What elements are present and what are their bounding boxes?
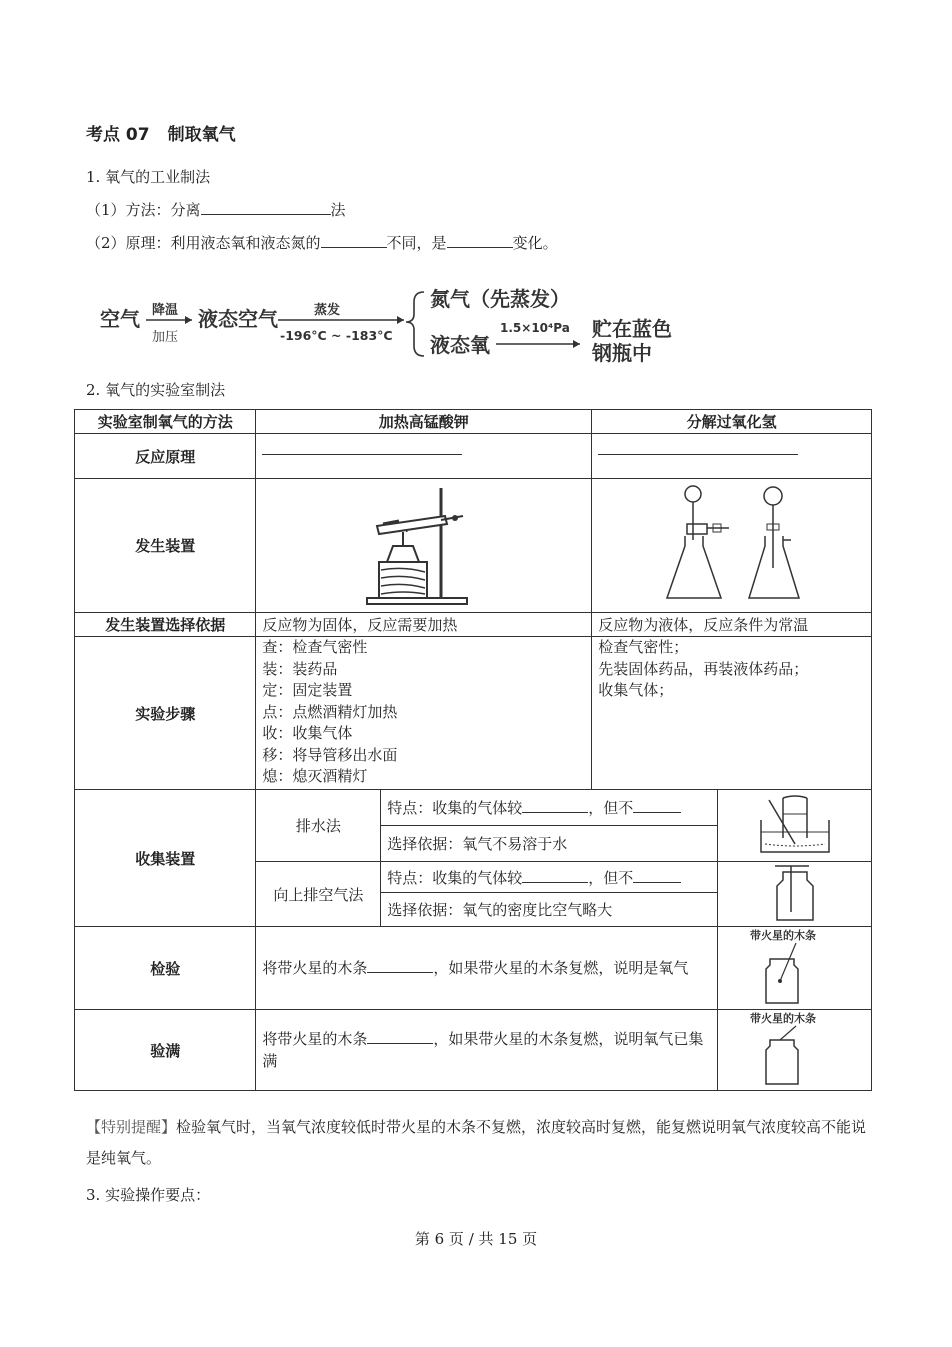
water-basis: 选择依据：氧气不易溶于水: [381, 826, 718, 862]
diagram-liquid-air: 液态空气: [198, 307, 278, 331]
diagram-nitrogen: 氮气（先蒸发）: [430, 288, 570, 311]
diagram-step2-bottom: -196°C ~ -183°C: [280, 328, 393, 343]
section3-title: 3. 实验操作要点：: [86, 1186, 211, 1204]
industrial-method: （1）方法：分离 法: [86, 201, 346, 219]
air-feature: 特点：收集的气体较 ，但不: [381, 862, 718, 893]
lab-title: 2. 氧气的实验室制法: [86, 381, 226, 399]
step-item: 查：检查气密性: [262, 638, 368, 656]
diagram-step3-top: 1.5×10⁴Pa: [500, 321, 570, 335]
diagram-step2-top: 蒸发: [314, 303, 341, 318]
water-feature-blank-2[interactable]: [633, 798, 681, 813]
step-item: 先装固体药品，再装液体药品；: [598, 659, 809, 678]
row-full-label: 验满: [75, 1010, 256, 1091]
full-blank[interactable]: [367, 1029, 433, 1044]
header-h2o2: 分解过氧化氢: [592, 410, 872, 434]
water-method-label: 排水法: [256, 790, 381, 862]
diagram-air: 空气: [100, 307, 140, 331]
row-apparatus-label: 发生装置: [75, 479, 256, 613]
reminder-text: 检验氧气时，当氧气浓度较低时带火星的木条不复燃，浓度较高时复燃，能复燃说明氧气浓度较高不能说是纯氧气。: [86, 1118, 867, 1167]
step-item: 收：收集气体: [262, 724, 353, 742]
lab-methods-table: [74, 409, 872, 1091]
reminder-tag: 【特别提醒】: [86, 1118, 177, 1136]
step-item: 收集气体；: [598, 681, 674, 699]
heading-text: 制取氧气: [167, 125, 236, 145]
heading-code: 考点 07: [86, 125, 150, 145]
step-item: 检查气密性；: [598, 638, 689, 656]
industrial-process-diagram: [100, 288, 690, 370]
full-image: [740, 1012, 850, 1086]
diagram-store-1: 贮在蓝色: [592, 317, 672, 341]
stick-label-full: 带火星的木条: [749, 1012, 816, 1025]
steps-h2o2: [592, 637, 872, 790]
step-item: 定：固定装置: [262, 681, 353, 699]
water-collection-image: [755, 794, 835, 854]
air-feature-blank-2[interactable]: [633, 868, 681, 883]
stick-label-test: 带火星的木条: [749, 929, 816, 942]
row-principle-label: 反应原理: [75, 434, 256, 479]
diagram-store-2: 钢瓶中: [592, 341, 652, 365]
basis-kmno4: 反应物为固体，反应需要加热: [256, 613, 592, 637]
row-steps-label: 实验步骤: [75, 637, 256, 790]
step-item: 移：将导管移出水面: [262, 745, 398, 764]
principle-kmno4-blank[interactable]: [262, 454, 462, 455]
diagram-step1-bottom: 加压: [152, 330, 179, 345]
industrial-principle: （2）原理：利用液态氧和液态氮的 不同，是 变化。: [86, 234, 558, 252]
section-heading: [86, 120, 236, 145]
principle-h2o2-blank[interactable]: [598, 454, 798, 455]
steps-kmno4: [256, 637, 592, 790]
step-item: 点：点燃酒精灯加热: [262, 702, 398, 721]
full-text: 将带火星的木条 ，如果带火星的木条复燃，说明氧气已集满: [256, 1010, 718, 1091]
step-item: 熄：熄灭酒精灯: [262, 767, 368, 785]
air-method-label: 向上排空气法: [256, 862, 381, 927]
air-feature-blank-1[interactable]: [522, 868, 588, 883]
principle-blank-1[interactable]: [321, 233, 387, 248]
h2o2-apparatus-image: [657, 480, 807, 608]
water-feature-blank-1[interactable]: [522, 798, 588, 813]
principle-blank-2[interactable]: [447, 233, 513, 248]
diagram-step1-top: 降温: [152, 303, 179, 318]
kmno4-apparatus-image: [359, 480, 489, 608]
upward-air-collection-image: [765, 862, 825, 922]
test-text: 将带火星的木条 ，如果带火星的木条复燃，说明是氧气: [256, 927, 718, 1010]
basis-h2o2: 反应物为液体，反应条件为常温: [592, 613, 872, 637]
method-blank[interactable]: [201, 200, 331, 215]
row-basis-label: 发生装置选择依据: [75, 613, 256, 637]
row-collect-label: 收集装置: [75, 790, 256, 927]
test-blank[interactable]: [367, 958, 433, 973]
header-kmno4: 加热高锰酸钾: [256, 410, 592, 434]
header-method: 实验室制氧气的方法: [75, 410, 256, 434]
row-test-label: 检验: [75, 927, 256, 1010]
test-image: [740, 929, 850, 1005]
air-basis: 选择依据：氧气的密度比空气略大: [381, 893, 718, 927]
diagram-liquid-oxygen: 液态氧: [430, 333, 490, 357]
water-feature: 特点：收集的气体较 ，但不: [381, 790, 718, 826]
page-footer: 第 6 页 / 共 15 页: [414, 1230, 538, 1248]
industrial-title: 1. 氧气的工业制法: [86, 168, 211, 186]
special-reminder: [86, 1112, 876, 1174]
step-item: 装：装药品: [262, 659, 338, 678]
